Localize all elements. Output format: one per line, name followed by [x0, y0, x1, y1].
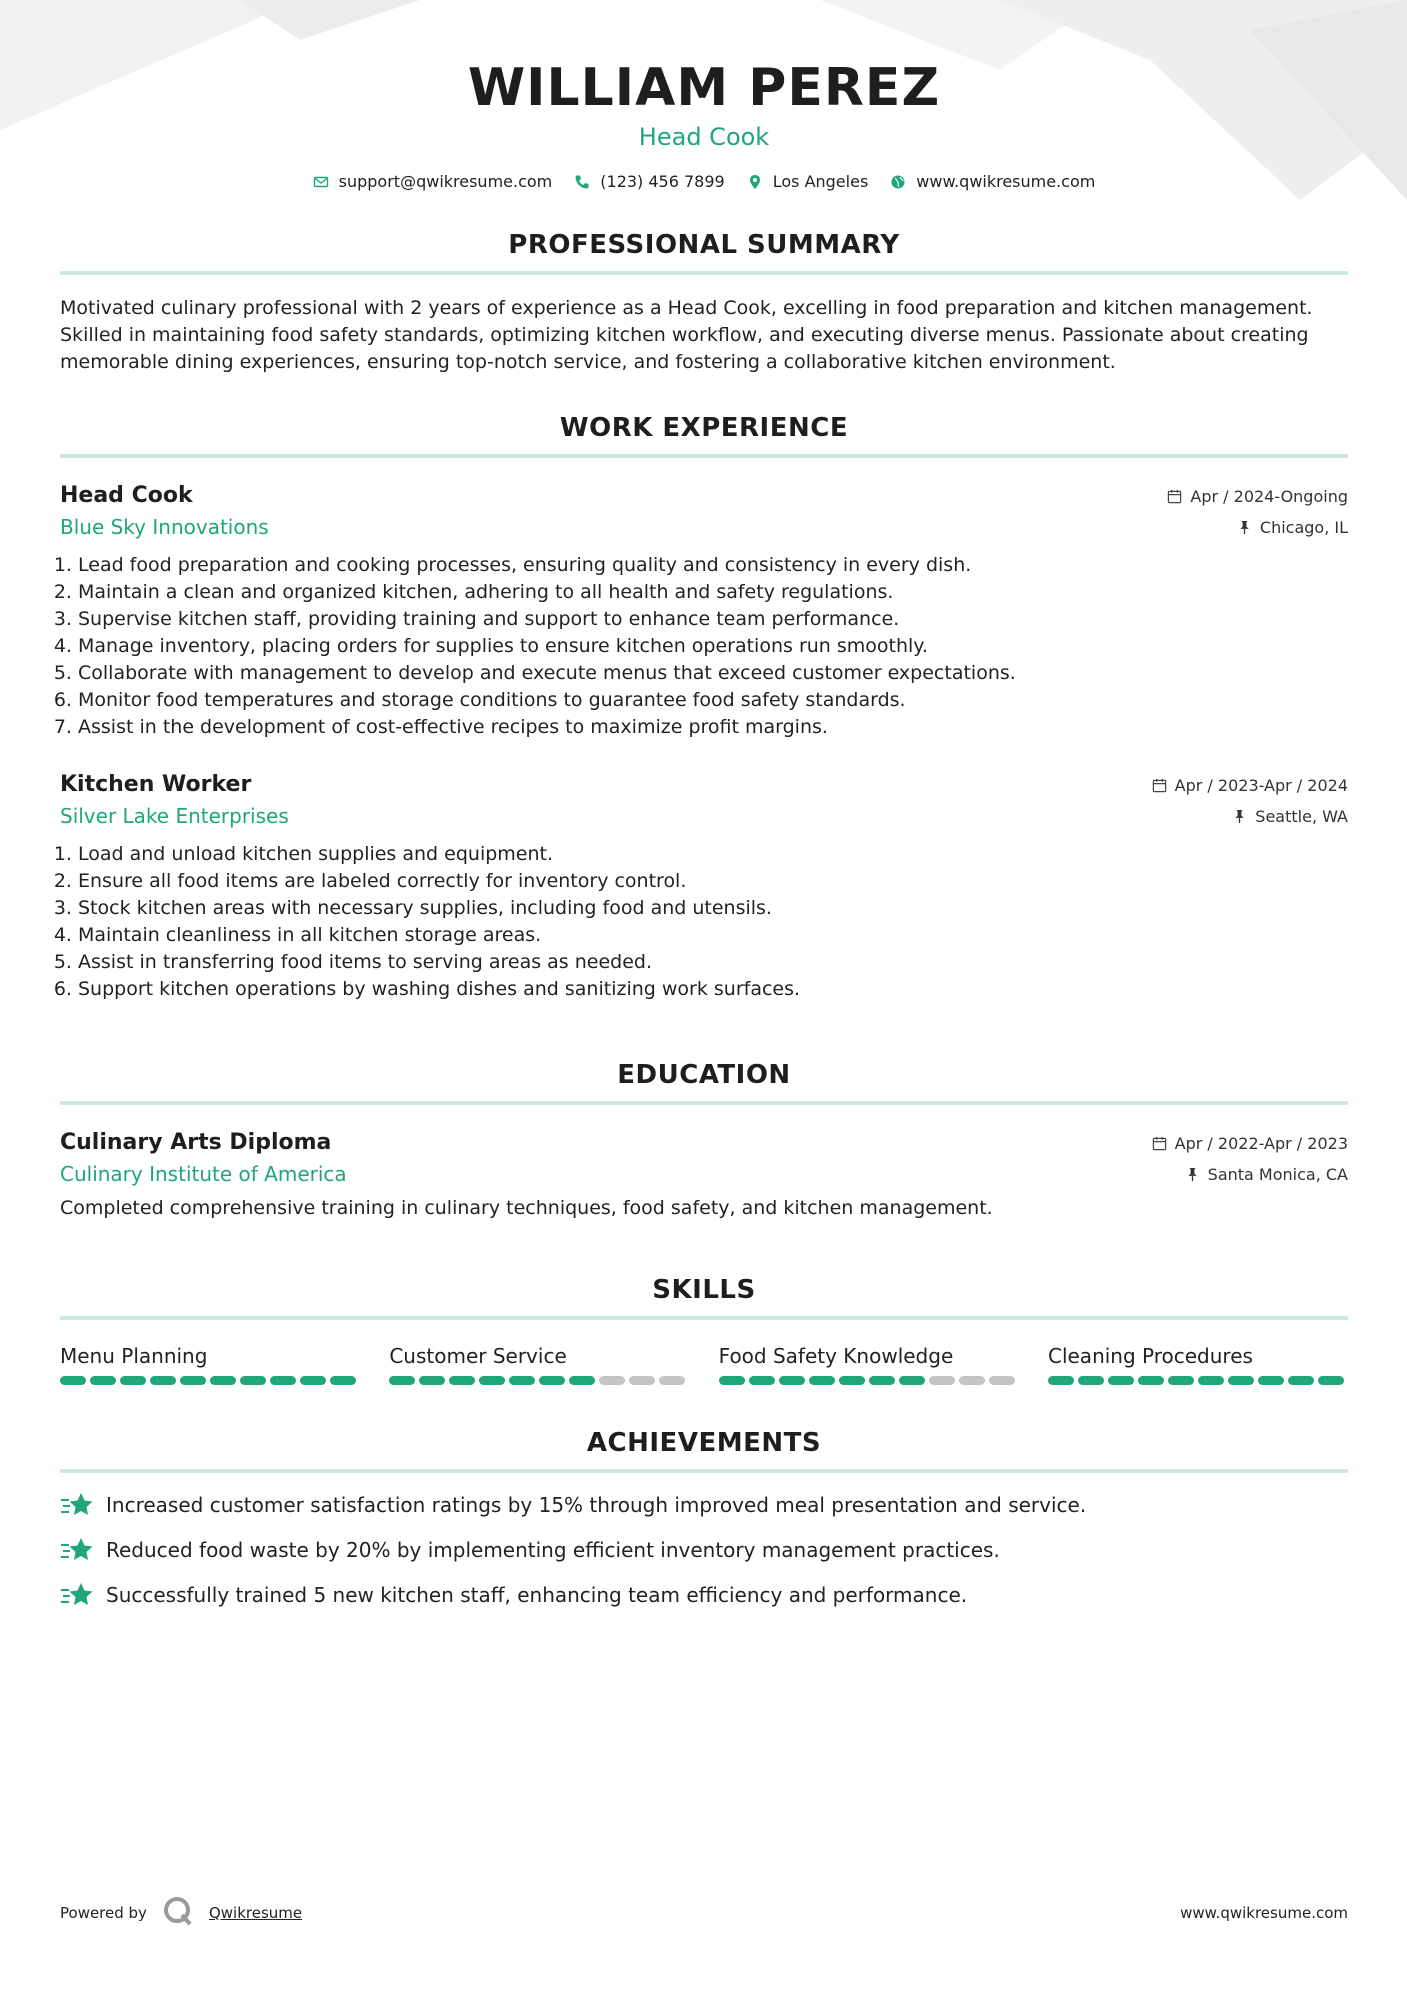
envelope-icon — [313, 174, 329, 190]
list-item: 1. Load and unload kitchen supplies and equipment. — [78, 841, 1348, 868]
skill-rating — [719, 1376, 1019, 1385]
phone-text: (123) 456 7899 — [600, 172, 725, 191]
job-title: Head Cook — [60, 483, 193, 508]
job-entry — [60, 480, 1348, 741]
job-dates-text: Apr / 2024-Ongoing — [1190, 486, 1348, 506]
rating-dot-filled — [300, 1376, 326, 1385]
summary-text: Motivated culinary professional with 2 years of experience as a Head Cook, excelling in food preparation and kitchen management. Skilled in maintaining food safety standards, optimizing kitchen workflow, and executing diverse menus. Passionate about creating memorable dining experiences, ensuring top-notch service, and fostering a collaborative kitchen environment. — [60, 297, 1313, 373]
education-description: Completed comprehensive training in culinary techniques, food safety, and kitchen management. — [60, 1197, 993, 1219]
list-item: 1. Lead food preparation and cooking processes, ensuring quality and consistency in every dish. — [78, 552, 1348, 579]
list-item — [60, 1536, 1348, 1564]
skills-section — [60, 1274, 1348, 1385]
list-item: 6. Support kitchen operations by washing dishes and sanitizing work surfaces. — [78, 976, 1348, 1003]
list-item: 7. Assist in the development of cost-effective recipes to maximize profit margins. — [78, 714, 1348, 741]
rating-dot-filled — [150, 1376, 176, 1385]
list-item — [60, 1581, 1348, 1609]
rating-dot-filled — [479, 1376, 505, 1385]
job-location — [1232, 807, 1348, 826]
rating-dot-filled — [539, 1376, 565, 1385]
skill-name: Cleaning Procedures — [1047, 1344, 1253, 1368]
rating-dot-filled — [210, 1376, 236, 1385]
education-location-text: Santa Monica, CA — [1207, 1164, 1348, 1184]
skill-item — [1048, 1342, 1348, 1385]
achievement-text: Increased customer satisfaction ratings by 15% through improved meal presentation and service. — [106, 1493, 1087, 1517]
achievements-heading: ACHIEVEMENTS — [60, 1427, 1348, 1473]
education-heading: EDUCATION — [60, 1059, 1348, 1105]
rating-dot-empty — [929, 1376, 955, 1385]
star-icon — [60, 1536, 94, 1564]
rating-dot-empty — [989, 1376, 1015, 1385]
skills-heading: SKILLS — [60, 1274, 1348, 1320]
calendar-icon — [1167, 489, 1182, 504]
company-name: Silver Lake Enterprises — [60, 804, 289, 828]
list-item: 4. Manage inventory, placing orders for supplies to ensure kitchen operations run smoothly. — [78, 633, 1348, 660]
phone-icon — [574, 174, 590, 190]
rating-dot-empty — [599, 1376, 625, 1385]
rating-dot-filled — [449, 1376, 475, 1385]
map-pin-icon — [747, 174, 763, 190]
rating-dot-filled — [749, 1376, 775, 1385]
list-item: 2. Maintain a clean and organized kitchen, adhering to all health and safety regulations. — [78, 579, 1348, 606]
calendar-icon — [1152, 1136, 1167, 1151]
rating-dot-filled — [839, 1376, 865, 1385]
list-item: 3. Supervise kitchen staff, providing training and support to enhance team performance. — [78, 606, 1348, 633]
rating-dot-filled — [270, 1376, 296, 1385]
location-text: Los Angeles — [772, 172, 869, 191]
powered-by — [60, 1894, 302, 1932]
job-location-text: Chicago, IL — [1259, 517, 1348, 537]
job-dates-text: Apr / 2023-Apr / 2024 — [1174, 775, 1348, 795]
footer — [60, 1894, 1348, 1932]
email-text: support@qwikresume.com — [338, 172, 553, 191]
skills-grid — [60, 1342, 1348, 1385]
website-text: www.qwikresume.com — [916, 172, 1096, 191]
footer-website[interactable]: www.qwikresume.com — [1180, 1904, 1348, 1922]
rating-dot-filled — [120, 1376, 146, 1385]
rating-dot-filled — [1048, 1376, 1074, 1385]
rating-dot-filled — [419, 1376, 445, 1385]
job-entry — [60, 769, 1348, 1003]
skill-rating — [60, 1376, 360, 1385]
rating-dot-filled — [180, 1376, 206, 1385]
rating-dot-filled — [1108, 1376, 1134, 1385]
summary-section — [60, 229, 1348, 376]
star-icon — [60, 1581, 94, 1609]
candidate-title: Head Cook — [638, 123, 770, 151]
rating-dot-empty — [629, 1376, 655, 1385]
achievement-text: Successfully trained 5 new kitchen staff, enhancing team efficiency and performance. — [106, 1583, 968, 1607]
rating-dot-filled — [899, 1376, 925, 1385]
rating-dot-filled — [1198, 1376, 1224, 1385]
skill-name: Customer Service — [389, 1344, 567, 1368]
pushpin-icon — [1237, 520, 1252, 535]
rating-dot-filled — [779, 1376, 805, 1385]
achievements-section — [60, 1427, 1348, 1609]
contact-phone[interactable] — [574, 172, 724, 191]
education-entry — [60, 1127, 1348, 1222]
qwikresume-logo-icon — [161, 1894, 195, 1932]
job-points — [60, 841, 1348, 1003]
rating-dot-filled — [60, 1376, 86, 1385]
contact-website[interactable] — [890, 172, 1095, 191]
experience-section — [60, 412, 1348, 1003]
rating-dot-filled — [809, 1376, 835, 1385]
calendar-icon — [1152, 778, 1167, 793]
education-section — [60, 1059, 1348, 1222]
skill-rating — [1048, 1376, 1348, 1385]
resume-header — [60, 0, 1348, 191]
list-item: 3. Stock kitchen areas with necessary supplies, including food and utensils. — [78, 895, 1348, 922]
powered-by-label: Powered by — [60, 1904, 147, 1922]
degree-title: Culinary Arts Diploma — [60, 1130, 332, 1155]
skill-name: Menu Planning — [60, 1344, 208, 1368]
job-dates — [1167, 487, 1348, 506]
achievements-list — [60, 1491, 1348, 1609]
rating-dot-filled — [569, 1376, 595, 1385]
list-item: 4. Maintain cleanliness in all kitchen storage areas. — [78, 922, 1348, 949]
list-item: 2. Ensure all food items are labeled correctly for inventory control. — [78, 868, 1348, 895]
skill-item — [60, 1342, 360, 1385]
candidate-name: WILLIAM PEREZ — [467, 58, 941, 118]
rating-dot-filled — [509, 1376, 535, 1385]
skill-rating — [389, 1376, 689, 1385]
list-item: 5. Collaborate with management to develop and execute menus that exceed customer expectations. — [78, 660, 1348, 687]
rating-dot-filled — [90, 1376, 116, 1385]
skill-item — [719, 1342, 1019, 1385]
pushpin-icon — [1232, 809, 1247, 824]
resume-page — [60, 0, 1348, 1626]
education-dates-text: Apr / 2022-Apr / 2023 — [1174, 1133, 1348, 1153]
rating-dot-filled — [330, 1376, 356, 1385]
star-icon — [60, 1491, 94, 1519]
contact-email[interactable] — [313, 172, 553, 191]
list-item: 5. Assist in transferring food items to serving areas as needed. — [78, 949, 1348, 976]
rating-dot-filled — [1228, 1376, 1254, 1385]
achievement-text: Reduced food waste by 20% by implementing efficient inventory management practices. — [106, 1538, 1000, 1562]
summary-heading: PROFESSIONAL SUMMARY — [60, 229, 1348, 275]
rating-dot-filled — [240, 1376, 266, 1385]
skill-item — [389, 1342, 689, 1385]
rating-dot-filled — [389, 1376, 415, 1385]
globe-icon — [890, 174, 906, 190]
education-dates — [1152, 1134, 1348, 1153]
skill-name: Food Safety Knowledge — [718, 1344, 954, 1368]
rating-dot-filled — [1288, 1376, 1314, 1385]
job-dates — [1152, 776, 1348, 795]
job-points — [60, 552, 1348, 741]
list-item — [60, 1491, 1348, 1519]
pushpin-icon — [1185, 1167, 1200, 1182]
contact-bar — [60, 172, 1348, 191]
education-location — [1185, 1165, 1348, 1184]
contact-location — [747, 172, 869, 191]
job-location-text: Seattle, WA — [1255, 806, 1348, 826]
rating-dot-filled — [869, 1376, 895, 1385]
rating-dot-filled — [1078, 1376, 1104, 1385]
rating-dot-filled — [719, 1376, 745, 1385]
experience-heading: WORK EXPERIENCE — [60, 412, 1348, 458]
rating-dot-filled — [1138, 1376, 1164, 1385]
company-name: Blue Sky Innovations — [60, 515, 269, 539]
rating-dot-empty — [659, 1376, 685, 1385]
rating-dot-filled — [1258, 1376, 1284, 1385]
list-item: 6. Monitor food temperatures and storage conditions to guarantee food safety standards. — [78, 687, 1348, 714]
rating-dot-empty — [959, 1376, 985, 1385]
rating-dot-filled — [1168, 1376, 1194, 1385]
rating-dot-filled — [1318, 1376, 1344, 1385]
school-name: Culinary Institute of America — [60, 1162, 347, 1186]
qwikresume-link[interactable]: Qwikresume — [208, 1904, 303, 1922]
job-location — [1237, 518, 1348, 537]
job-title: Kitchen Worker — [60, 772, 252, 797]
